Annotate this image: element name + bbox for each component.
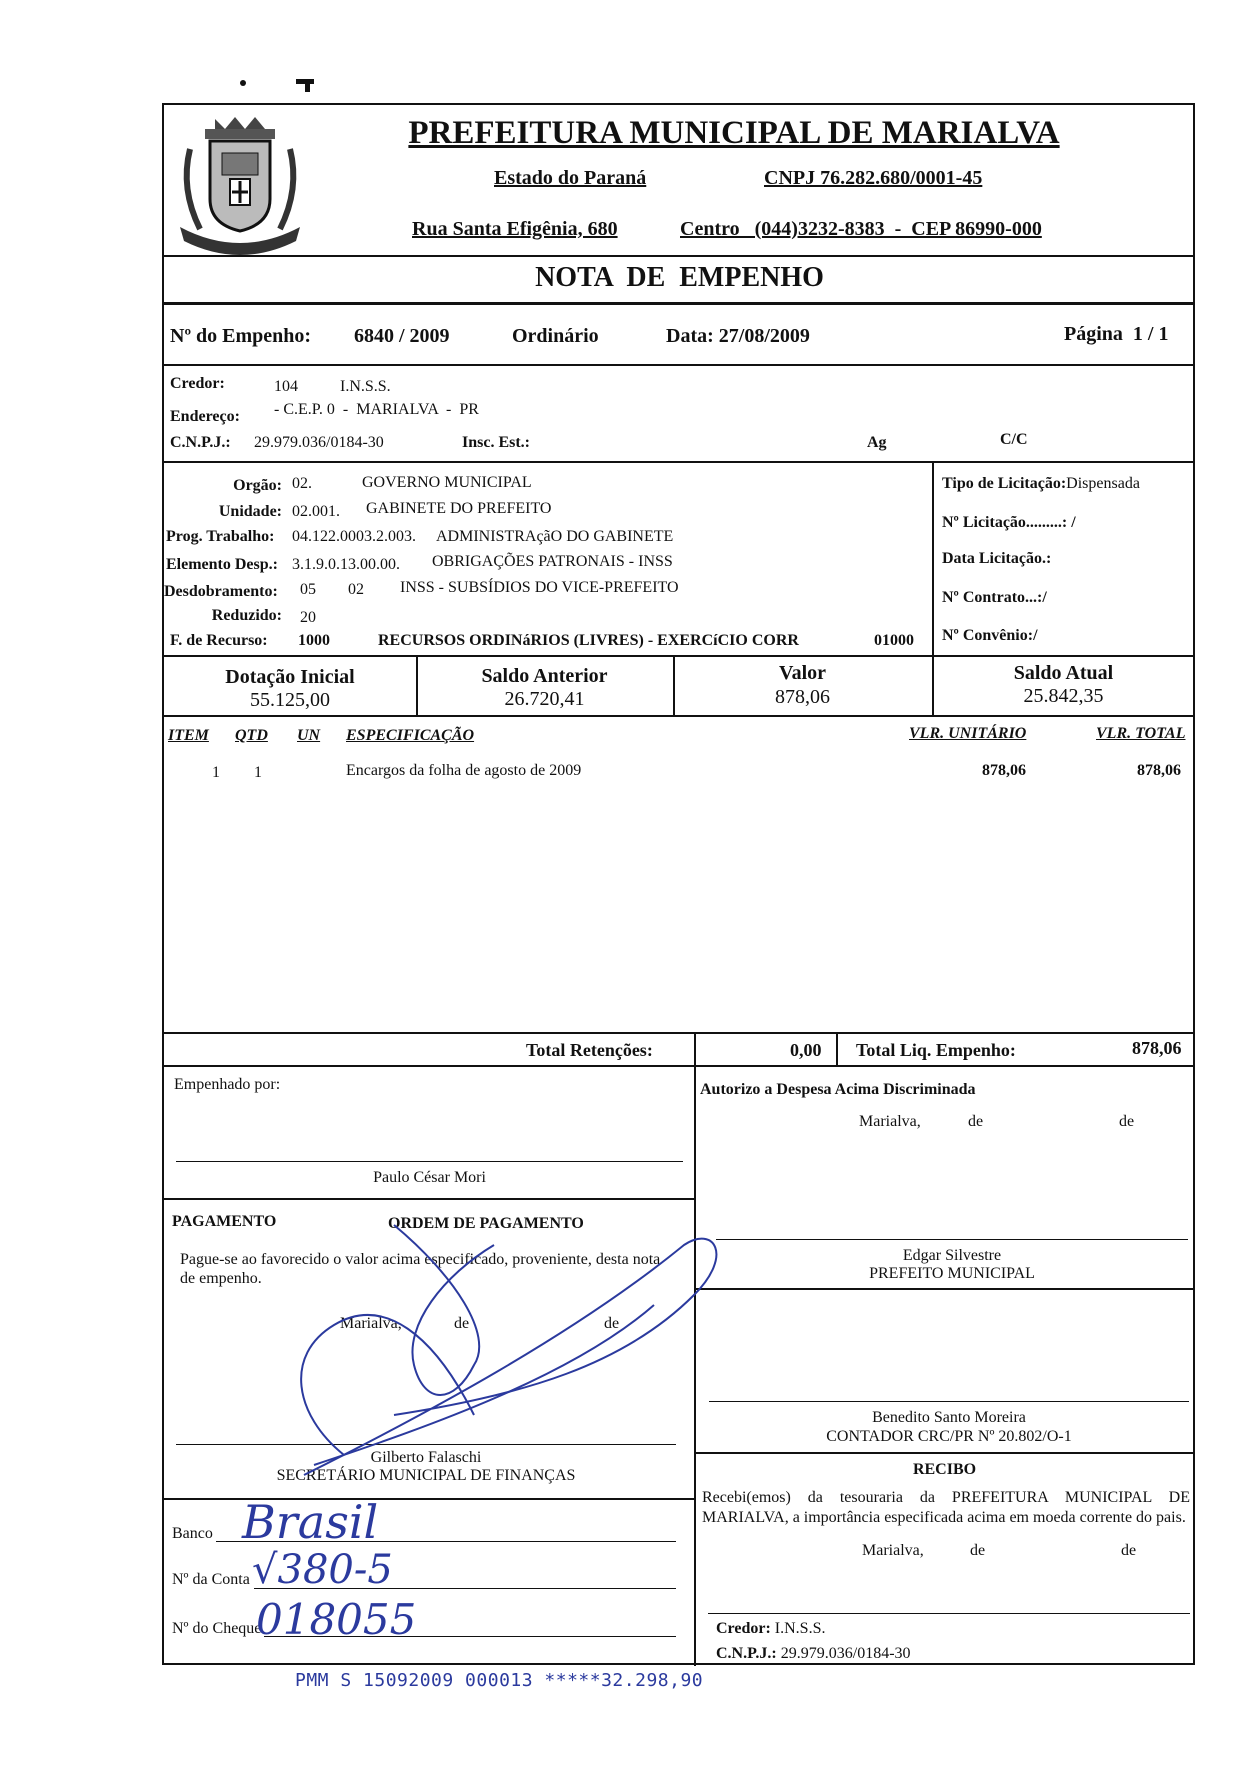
state-label: Estado do Paraná xyxy=(494,167,647,189)
prog-trabalho-label: Prog. Trabalho: xyxy=(166,528,275,545)
pagamento-de-1: de xyxy=(454,1315,470,1332)
contador-cargo: CONTADOR CRC/PR Nº 20.802/O-1 xyxy=(826,1428,1072,1445)
numero-contrato: Nº Contrato...:/ xyxy=(942,589,1047,606)
total-liquido-label: Total Liq. Empenho: xyxy=(856,1040,1016,1060)
divider xyxy=(836,1032,838,1065)
divider xyxy=(164,364,1195,366)
cnpj-credor-label: C.N.P.J.: xyxy=(170,434,231,451)
prefeitura-title: PREFEITURA MUNICIPAL DE MARIALVA xyxy=(408,115,1060,151)
saldo-atual-value: 25.842,35 xyxy=(1023,685,1104,707)
valor-label: Valor xyxy=(778,662,827,684)
empenhado-por-label: Empenhado por: xyxy=(174,1076,281,1093)
street-label: Rua Santa Efigênia, 680 xyxy=(412,218,618,240)
divider xyxy=(164,715,1195,717)
credor-code: 104 xyxy=(274,378,298,395)
divider xyxy=(164,1032,1195,1034)
banco-label: Banco xyxy=(172,1525,213,1542)
pagamento-label: PAGAMENTO xyxy=(172,1213,277,1230)
recibo-label: RECIBO xyxy=(912,1461,977,1478)
fonte-recurso-label: F. de Recurso: xyxy=(170,632,268,649)
secretario-name: Gilberto Falaschi xyxy=(370,1449,482,1466)
data-licitacao: Data Licitação.: xyxy=(942,550,1052,567)
divider xyxy=(164,255,1195,257)
col-especificacao: ESPECIFICAÇÃO xyxy=(346,727,475,744)
tipo-licitacao xyxy=(942,475,1140,493)
contador-name: Benedito Santo Moreira xyxy=(872,1409,1026,1426)
cc-label: C/C xyxy=(1000,431,1028,448)
pagamento-city: Marialva, xyxy=(340,1315,402,1332)
saldo-atual-label: Saldo Atual xyxy=(1013,662,1114,684)
empenho-type: Ordinário xyxy=(512,325,599,347)
tipo-licitacao-value: Dispensada xyxy=(1066,475,1140,492)
cnpj-credor-value: 29.979.036/0184-30 xyxy=(254,434,384,451)
insc-est-label: Insc. Est.: xyxy=(462,434,531,451)
cheque-handwritten: 018055 xyxy=(256,1595,417,1644)
orgao-name: GOVERNO MUNICIPAL xyxy=(362,474,532,491)
desdobramento-b: 02 xyxy=(348,581,364,598)
divider xyxy=(164,655,1195,657)
divider xyxy=(164,1198,694,1200)
col-un: UN xyxy=(297,727,321,744)
empenhado-por-name: Paulo César Mori xyxy=(373,1169,486,1186)
endereco-value: - C.E.P. 0 - MARIALVA - PR xyxy=(274,401,479,418)
empenho-date: Data: 27/08/2009 xyxy=(666,325,810,347)
orgao-code: 02. xyxy=(292,475,312,492)
divider xyxy=(694,1452,1195,1454)
total-retencoes-value: 0,00 xyxy=(790,1040,822,1060)
recibo-credor-value: I.N.S.S. xyxy=(774,1620,826,1637)
numero-convenio: Nº Convênio:/ xyxy=(942,627,1038,644)
scan-mark xyxy=(305,80,310,92)
unidade-name: GABINETE DO PREFEITO xyxy=(366,500,552,517)
recibo-de-1: de xyxy=(970,1542,986,1559)
unidade-code: 02.001. xyxy=(292,503,340,520)
prog-trabalho-name: ADMINISTRAçãO DO GABINETE xyxy=(436,528,674,545)
reduzido-value: 20 xyxy=(300,609,316,626)
divider xyxy=(694,1288,1195,1290)
prefeito-name: Edgar Silvestre xyxy=(902,1247,1002,1264)
nota-de-empenho-form xyxy=(162,103,1195,1665)
divider xyxy=(164,461,1195,463)
prefeito-cargo: PREFEITO MUNICIPAL xyxy=(869,1265,1035,1282)
valor-value: 878,06 xyxy=(775,686,830,708)
recibo-city: Marialva, xyxy=(862,1542,924,1559)
conta-handwritten: √380-5 xyxy=(252,1547,393,1593)
item-vlr-unitario: 878,06 xyxy=(982,762,1026,779)
col-qtd: QTD xyxy=(235,727,268,744)
autorizo-label: Autorizo a Despesa Acima Discriminada xyxy=(700,1081,976,1098)
elemento-desp-name: OBRIGAÇÕES PATRONAIS - INSS xyxy=(432,553,673,570)
orgao-label: Orgão: xyxy=(233,477,282,494)
doc-title: NOTA DE EMPENHO xyxy=(535,262,824,293)
fonte-recurso-num: 01000 xyxy=(874,632,914,649)
item-especificacao: Encargos da folha de agosto de 2009 xyxy=(346,762,582,779)
pagamento-de-2: de xyxy=(604,1315,620,1332)
divider xyxy=(932,461,934,657)
prog-trabalho-code: 04.122.0003.2.003. xyxy=(292,528,416,545)
col-vlr-unitario: VLR. UNITÁRIO xyxy=(909,725,1027,742)
total-liquido-value: 878,06 xyxy=(1132,1038,1182,1058)
signature-line xyxy=(709,1401,1189,1402)
dotacao-inicial-label: Dotação Inicial xyxy=(225,666,355,688)
recibo-cnpj-label: C.N.P.J.: xyxy=(716,1645,777,1662)
credor-label: Credor: xyxy=(170,375,225,392)
recibo-text: Recebi(emos) da tesouraria da PREFEITURA MUNICIPAL DE MARIALVA, a importância especificada acima em moeda corrente do pais. xyxy=(702,1489,1190,1526)
total-retencoes-label: Total Retenções: xyxy=(526,1040,653,1060)
recibo-de-2: de xyxy=(1121,1542,1137,1559)
ag-label: Ag xyxy=(867,434,887,451)
district-phone-cep: Centro (044)3232-8383 - CEP 86990-000 xyxy=(680,218,1042,240)
numero-licitacao: Nº Licitação.........: / xyxy=(942,514,1076,531)
credor-name: I.N.S.S. xyxy=(340,378,391,395)
recibo-cnpj xyxy=(716,1645,911,1663)
cheque-label: Nº do Cheque xyxy=(172,1620,262,1637)
reduzido-label: Reduzido: xyxy=(211,607,282,624)
elemento-desp-label: Elemento Desp.: xyxy=(166,556,278,573)
payment-stamp: PMM S 15092009 000013 *****32.298,90 xyxy=(295,1670,704,1691)
pagamento-text: Pague-se ao favorecido o valor acima especificado, proveniente, desta nota de empenho. xyxy=(180,1251,661,1287)
desdobramento-a: 05 xyxy=(300,581,316,598)
saldo-anterior-value: 26.720,41 xyxy=(504,688,585,710)
divider xyxy=(164,302,1195,305)
empenho-number: 6840 / 2009 xyxy=(354,325,450,347)
signature-line xyxy=(176,1161,683,1162)
item-qtd: 1 xyxy=(254,764,262,781)
elemento-desp-code: 3.1.9.0.13.00.00. xyxy=(292,556,400,573)
desdobramento-label: Desdobramento: xyxy=(164,583,278,600)
ordem-pagamento-label: ORDEM DE PAGAMENTO xyxy=(388,1215,584,1232)
endereco-label: Endereço: xyxy=(170,408,240,425)
dotacao-inicial-value: 55.125,00 xyxy=(250,689,330,711)
item-number: 1 xyxy=(212,764,220,781)
autorizo-de-1: de xyxy=(968,1113,984,1130)
signature-line xyxy=(708,1613,1190,1614)
recibo-credor xyxy=(716,1620,825,1638)
col-vlr-total: VLR. TOTAL xyxy=(1096,725,1186,742)
secretario-signature xyxy=(274,1215,754,1495)
signature-line xyxy=(716,1239,1188,1240)
coat-of-arms-logo xyxy=(170,109,310,259)
secretario-cargo: SECRETÁRIO MUNICIPAL DE FINANÇAS xyxy=(276,1467,576,1484)
recibo-cnpj-value: 29.979.036/0184-30 xyxy=(780,1645,911,1662)
divider xyxy=(164,1065,1195,1067)
fonte-recurso-code: 1000 xyxy=(298,632,330,649)
item-vlr-total: 878,06 xyxy=(1137,762,1181,779)
autorizo-de-2: de xyxy=(1119,1113,1135,1130)
banco-handwritten: Brasil xyxy=(242,1495,379,1549)
recibo-credor-label: Credor: xyxy=(716,1620,771,1637)
desdobramento-name: INSS - SUBSÍDIOS DO VICE-PREFEITO xyxy=(400,579,679,596)
cnpj-label: CNPJ 76.282.680/0001-45 xyxy=(764,167,983,189)
page-number: Página 1 / 1 xyxy=(1064,323,1169,345)
empenho-number-label: Nº do Empenho: xyxy=(170,325,312,347)
saldo-anterior-label: Saldo Anterior xyxy=(481,665,608,687)
autorizo-city: Marialva, xyxy=(859,1113,921,1130)
tipo-licitacao-label: Tipo de Licitação: xyxy=(942,475,1067,492)
col-item: ITEM xyxy=(168,727,209,744)
scan-mark xyxy=(240,80,246,86)
fonte-recurso-name: RECURSOS ORDINáRIOS (LIVRES) - EXERCíCIO CORR xyxy=(378,632,799,649)
conta-label: Nº da Conta xyxy=(172,1571,250,1588)
unidade-label: Unidade: xyxy=(218,503,282,520)
